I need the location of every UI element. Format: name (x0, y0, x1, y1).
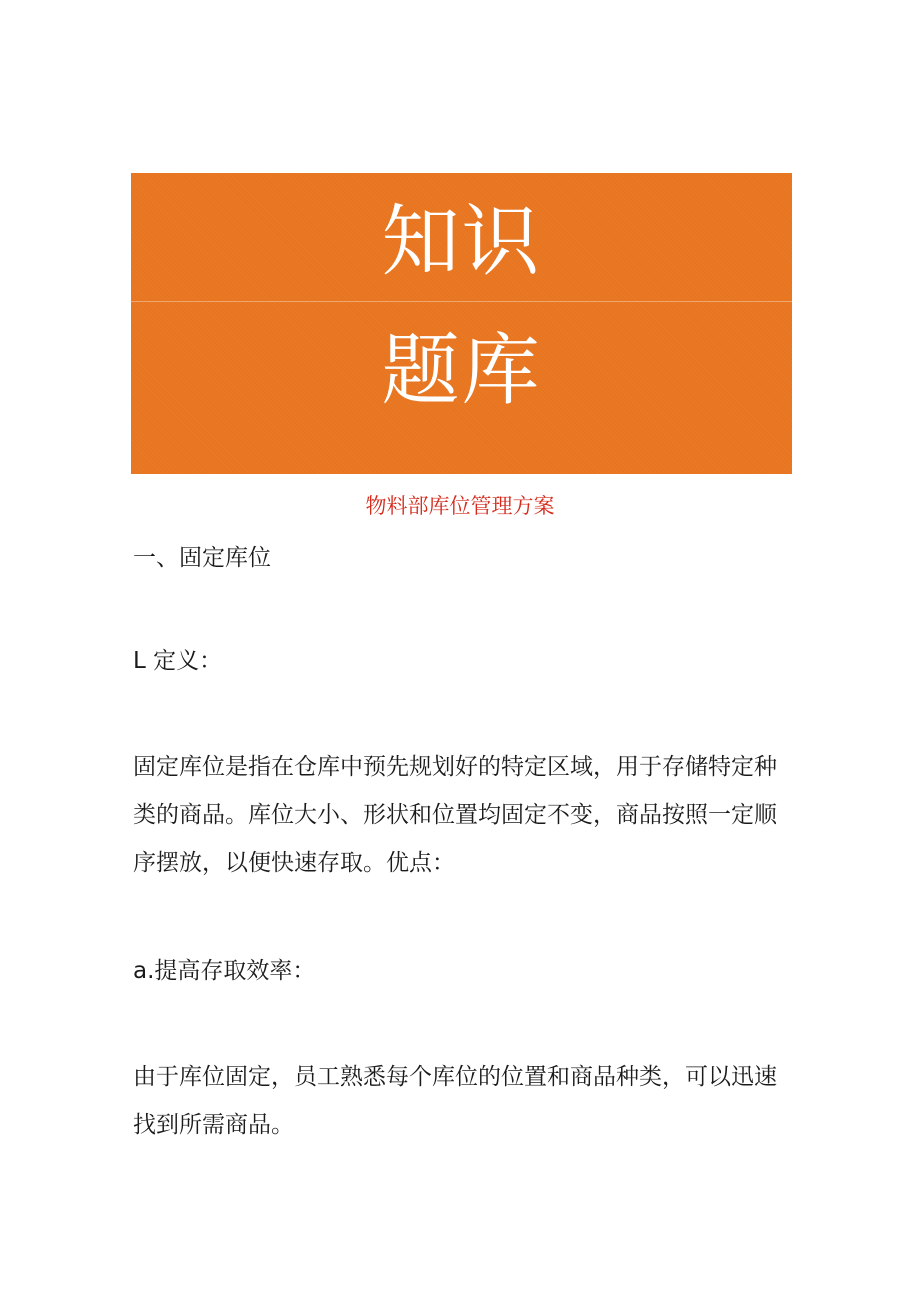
section-heading: 一、固定库位 (133, 545, 271, 571)
advantage-a-heading: a.提高存取效率： (133, 958, 316, 984)
advantage-a-paragraph: 由于库位固定，员工熟悉每个库位的位置和商品种类，可以迅速找到所需商品。 (133, 1064, 777, 1138)
definition-label: L 定义： (133, 648, 223, 674)
banner-title-line-2: 题库 (381, 326, 542, 416)
banner-divider (131, 301, 792, 302)
definition-paragraph: 固定库位是指在仓库中预先规划好的特定区域，用于存储特定种类的商品。库位大小、形状和位置均固定不变，商品按照一定顺序摆放，以便快速存取。优点： (133, 754, 777, 876)
banner-title-line-1: 知识 (381, 197, 542, 287)
document-title: 物料部库位管理方案 (365, 494, 555, 518)
